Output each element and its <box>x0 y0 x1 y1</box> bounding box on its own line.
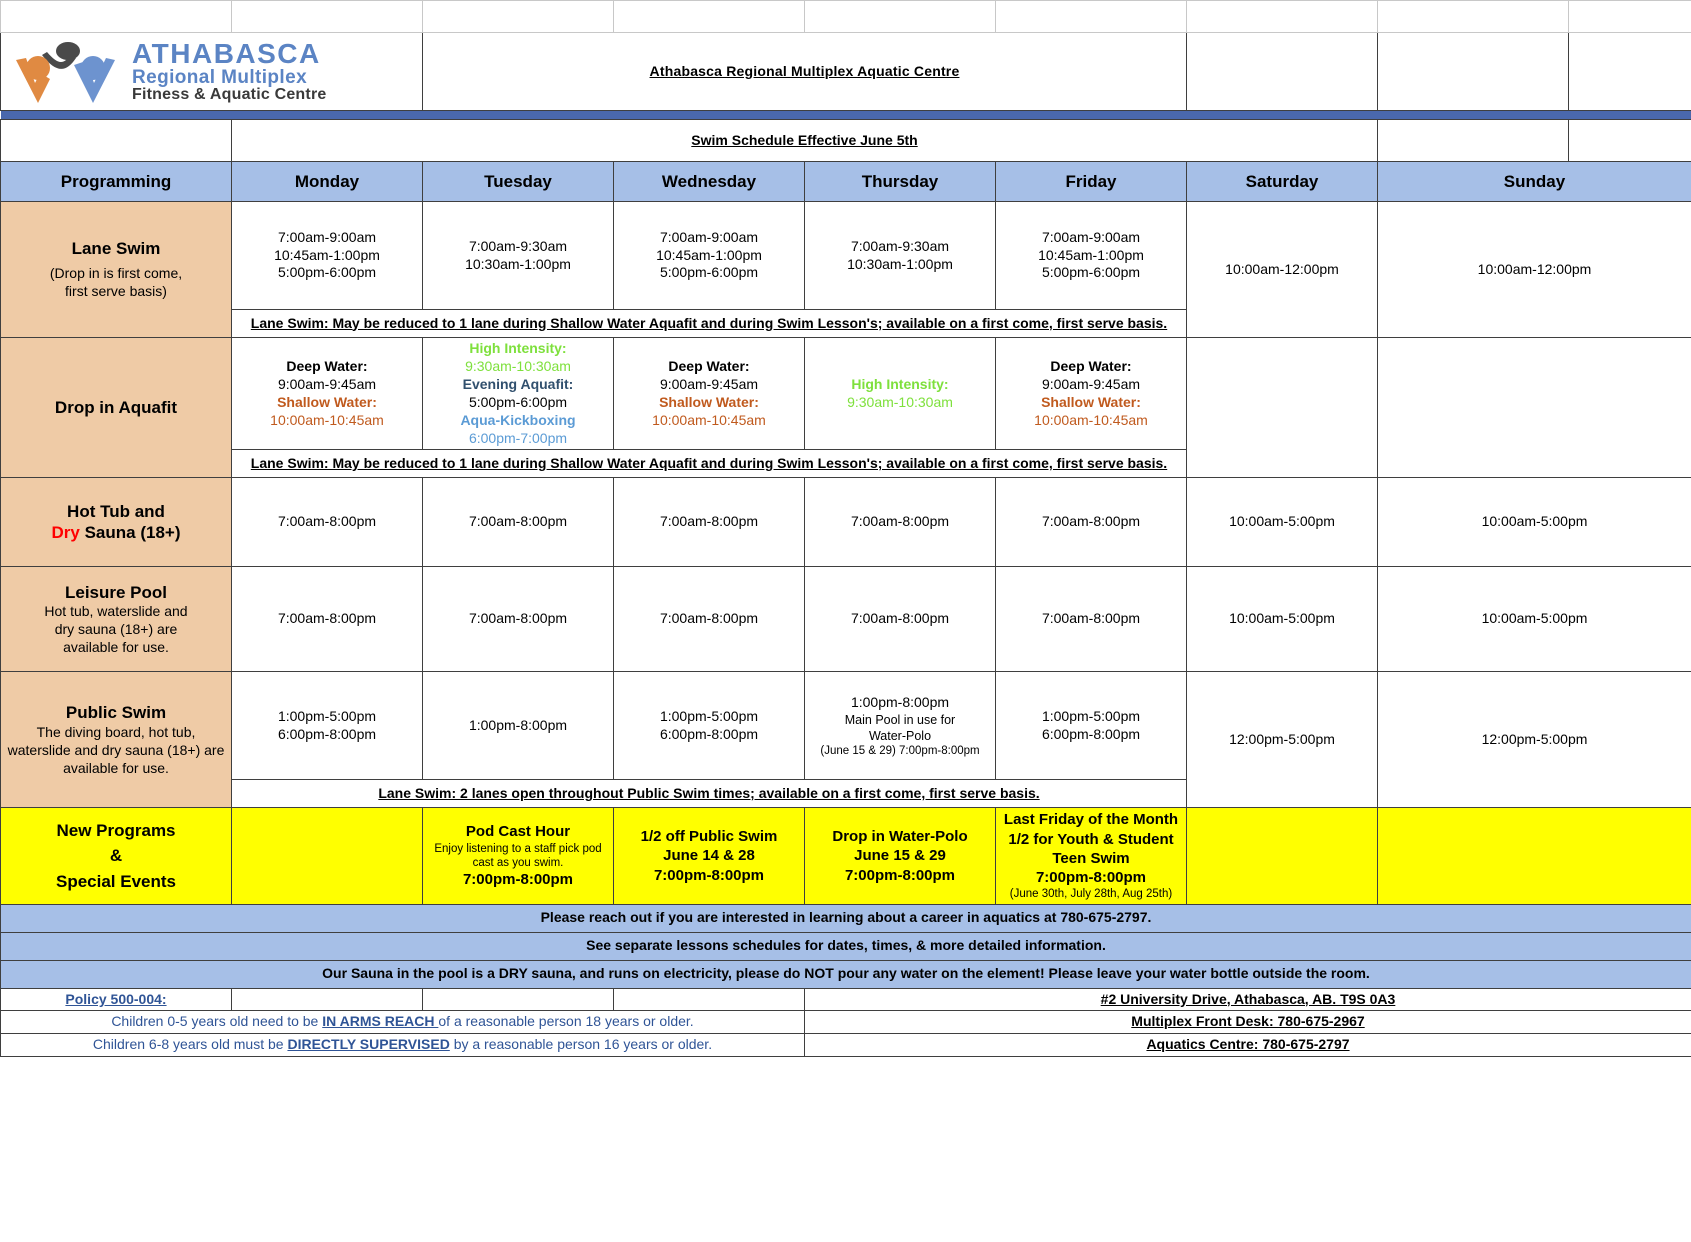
footer-blank <box>232 988 423 1011</box>
time-entry: 10:45am-1:00pm <box>274 246 380 263</box>
logo-line-1: ATHABASCA <box>132 38 321 69</box>
spacer-cell <box>1 1 232 33</box>
logo-line-2: Regional Multiplex <box>132 67 308 88</box>
footer-aquatics <box>805 1034 1691 1057</box>
deep-water-label: Deep Water: <box>668 357 750 374</box>
cell-events-saturday <box>1187 808 1378 904</box>
time-entry: 1:00pm-8:00pm <box>850 693 950 710</box>
blue-bar-cell <box>1 111 1691 120</box>
time-entry: 1:00pm-5:00pm <box>1041 708 1141 725</box>
row-public-swim <box>1 672 1691 780</box>
cell-aquafit-wednesday <box>614 338 805 450</box>
event-line: (June 30th, July 28th, Aug 25th) <box>1009 888 1173 901</box>
leisure-pool-sub1: Hot tub, waterslide and <box>44 603 188 620</box>
high-intensity-label: High Intensity: <box>469 340 567 356</box>
time-entry: 10:00am-12:00pm <box>1477 260 1592 277</box>
event-line: cast as you swim. <box>472 857 564 869</box>
cell-aquafit-sunday <box>1378 338 1691 478</box>
row-label-hot-tub <box>1 478 232 567</box>
cell-hot-tub-thursday: 7:00am-8:00pm <box>805 478 996 567</box>
spacer-row <box>1 1 1691 33</box>
footer-address <box>805 988 1691 1011</box>
row-label-public-swim <box>1 672 232 808</box>
shallow-water-label: Shallow Water: <box>659 393 759 410</box>
cell-aquafit-saturday <box>1187 338 1378 478</box>
policy-line2-part-a: Children 6-8 years old must be <box>92 1036 288 1053</box>
banner-sauna: Our Sauna in the pool is a DRY sauna, and runs on electricity, please do NOT pour any water on the element! Please leave your water bottle outside the room. <box>1 960 1691 988</box>
policy-line1-part-a: Children 0-5 years old need to be <box>111 1013 323 1030</box>
cell-public-monday <box>232 672 423 780</box>
row-lane-swim <box>1 202 1691 310</box>
event-line: 7:00pm-8:00pm <box>1035 869 1147 886</box>
aqua-kickboxing-label: Aqua-Kickboxing <box>460 411 576 428</box>
blank-cell <box>1187 33 1378 111</box>
subtitle-row <box>1 120 1691 162</box>
shallow-water-label: Shallow Water: <box>1041 393 1141 410</box>
time-entry: 1:00pm-8:00pm <box>468 716 568 733</box>
cell-hot-tub-tuesday: 7:00am-8:00pm <box>423 478 614 567</box>
event-line: 7:00pm-8:00pm <box>844 866 956 884</box>
cell-hot-tub-friday: 7:00am-8:00pm <box>996 478 1187 567</box>
aqua-kickboxing-time: 6:00pm-7:00pm <box>468 429 568 446</box>
cell-events-thursday <box>805 808 996 904</box>
cell-public-tuesday <box>423 672 614 780</box>
cell-hot-tub-sunday: 10:00am-5:00pm <box>1378 478 1691 567</box>
time-entry: 10:30am-1:00pm <box>847 255 953 272</box>
high-intensity-label: High Intensity: <box>851 375 949 392</box>
event-line: Last Friday of the Month <box>1003 811 1179 829</box>
high-intensity-time: 9:30am-10:30am <box>465 357 571 374</box>
cell-public-wednesday <box>614 672 805 780</box>
lane-swim-title: Lane Swim <box>71 238 161 258</box>
col-header-tuesday: Tuesday <box>423 162 614 202</box>
time-entry: 10:45am-1:00pm <box>1038 246 1144 263</box>
spacer-cell <box>232 1 423 33</box>
lane-swim-note: Lane Swim: May be reduced to 1 lane during Shallow Water Aquafit and during Swim Lesson's; available on a first come, first serve basis. <box>232 310 1187 338</box>
cell-public-sunday <box>1378 672 1691 808</box>
banner-row-1 <box>1 904 1691 932</box>
logo-line-3: Fitness & Aquatic Centre <box>132 86 327 103</box>
row-special-events <box>1 808 1691 904</box>
public-swim-note: Lane Swim: 2 lanes open throughout Public Swim times; available on a first come, first serve basis. <box>232 780 1187 808</box>
deep-water-time: 9:00am-9:45am <box>277 375 377 392</box>
events-title-line1: New Programs <box>56 820 176 840</box>
public-swim-sub2: waterslide and dry sauna (18+) are <box>7 741 225 758</box>
hot-tub-title-line2 <box>4 522 228 544</box>
row-label-lane-swim <box>1 202 232 338</box>
deep-water-label: Deep Water: <box>286 357 368 374</box>
cell-aquafit-thursday <box>805 338 996 450</box>
blue-divider-bar <box>1 111 1691 120</box>
banner-careers: Please reach out if you are interested in learning about a career in aquatics at 780-675-2797. <box>1 904 1691 932</box>
cell-lane-swim-tuesday <box>423 202 614 310</box>
col-header-friday: Friday <box>996 162 1187 202</box>
blank-cell <box>1 120 232 162</box>
policy-title <box>1 988 232 1011</box>
page-subtitle: Swim Schedule Effective June 5th <box>232 120 1378 162</box>
cell-leisure-thursday: 7:00am-8:00pm <box>805 567 996 672</box>
cell-events-wednesday <box>614 808 805 904</box>
row-label-aquafit <box>1 338 232 478</box>
time-entry: 7:00am-9:30am <box>850 237 950 254</box>
time-entry: 12:00pm-5:00pm <box>1481 730 1588 747</box>
time-entry: 7:00am-9:00am <box>659 228 759 245</box>
evening-aquafit-label: Evening Aquafit: <box>462 375 574 392</box>
time-entry: 6:00pm-8:00pm <box>659 725 759 742</box>
cell-public-thursday <box>805 672 996 780</box>
event-line: Drop in Water-Polo <box>832 828 968 846</box>
time-entry: 6:00pm-8:00pm <box>277 725 377 742</box>
event-line: 1/2 off Public Swim <box>640 828 778 846</box>
hot-tub-title-line1: Hot Tub and <box>67 501 165 521</box>
blank-cell <box>1569 33 1691 111</box>
time-entry: 5:00pm-6:00pm <box>277 264 377 281</box>
cell-lane-swim-wednesday <box>614 202 805 310</box>
spacer-cell <box>1378 1 1569 33</box>
col-header-sunday: Sunday <box>1378 162 1691 202</box>
cell-hot-tub-wednesday: 7:00am-8:00pm <box>614 478 805 567</box>
shallow-water-time: 10:00am-10:45am <box>270 411 384 428</box>
column-header-row <box>1 162 1691 202</box>
page-title: Athabasca Regional Multiplex Aquatic Centre <box>423 33 1187 111</box>
sauna-rest: Sauna (18+) <box>79 523 181 543</box>
public-swim-sub1: The diving board, hot tub, <box>36 723 196 740</box>
blank-cell <box>1378 120 1569 162</box>
policy-line2-emphasis: DIRECTLY SUPERVISED <box>287 1036 450 1053</box>
leisure-pool-sub3: available for use. <box>63 639 169 656</box>
time-entry: 5:00pm-6:00pm <box>659 264 759 281</box>
deep-water-time: 9:00am-9:45am <box>659 375 759 392</box>
cell-aquafit-monday <box>232 338 423 450</box>
event-line: Teen Swim <box>1052 849 1130 867</box>
banner-lessons: See separate lessons schedules for dates, times, & more detailed information. <box>1 932 1691 960</box>
policy-line1-emphasis: IN ARMS REACH <box>322 1013 439 1030</box>
cell-public-saturday <box>1187 672 1378 808</box>
row-leisure-pool <box>1 567 1691 672</box>
spacer-cell <box>614 1 805 33</box>
cell-lane-swim-thursday <box>805 202 996 310</box>
deep-water-label: Deep Water: <box>1050 357 1132 374</box>
banner-row-3 <box>1 960 1691 988</box>
leisure-pool-sub2: dry sauna (18+) are <box>54 621 178 638</box>
cell-leisure-wednesday: 7:00am-8:00pm <box>614 567 805 672</box>
footer-front-desk <box>805 1011 1691 1034</box>
shallow-water-label: Shallow Water: <box>277 393 377 410</box>
cell-leisure-tuesday: 7:00am-8:00pm <box>423 567 614 672</box>
time-entry: 7:00am-9:00am <box>277 228 377 245</box>
public-swim-title: Public Swim <box>65 703 167 723</box>
branding-row <box>1 33 1691 111</box>
col-header-monday: Monday <box>232 162 423 202</box>
time-entry: 1:00pm-5:00pm <box>659 708 759 725</box>
col-header-thursday: Thursday <box>805 162 996 202</box>
cell-hot-tub-saturday: 10:00am-5:00pm <box>1187 478 1378 567</box>
footer-blank <box>614 988 805 1011</box>
row-hot-tub <box>1 478 1691 567</box>
event-line: 1/2 for Youth & Student <box>1008 830 1174 848</box>
event-line: June 15 & 29 <box>854 847 946 865</box>
cell-aquafit-tuesday <box>423 338 614 450</box>
banner-row-2 <box>1 932 1691 960</box>
policy-line-1 <box>1 1011 805 1034</box>
high-intensity-time: 9:30am-10:30am <box>847 393 953 410</box>
aquatics-text: Aquatics Centre: 780-675-2797 <box>1146 1036 1350 1053</box>
cell-leisure-sunday: 10:00am-5:00pm <box>1378 567 1691 672</box>
lane-swim-sub2: first serve basis) <box>65 283 167 300</box>
event-line: June 14 & 28 <box>663 847 755 865</box>
public-thursday-note1: Main Pool in use for <box>844 712 956 727</box>
event-line: 7:00pm-8:00pm <box>653 866 765 884</box>
cell-aquafit-friday <box>996 338 1187 450</box>
cell-leisure-saturday: 10:00am-5:00pm <box>1187 567 1378 672</box>
time-entry: 7:00am-9:00am <box>1041 228 1141 245</box>
event-line: 7:00pm-8:00pm <box>462 871 574 889</box>
spacer-cell <box>1187 1 1378 33</box>
multiplex-people-logo-icon <box>14 39 126 105</box>
dry-keyword: Dry <box>51 523 80 543</box>
footer-row-2 <box>1 1011 1691 1034</box>
time-entry: 6:00pm-8:00pm <box>1041 725 1141 742</box>
cell-lane-swim-saturday <box>1187 202 1378 338</box>
aquafit-title: Drop in Aquafit <box>54 397 178 417</box>
events-title-line2: & <box>109 846 123 866</box>
cell-lane-swim-monday <box>232 202 423 310</box>
blank-cell <box>1378 33 1569 111</box>
evening-aquafit-time: 5:00pm-6:00pm <box>468 393 568 410</box>
cell-events-friday <box>996 808 1187 904</box>
event-line: Pod Cast Hour <box>465 823 571 841</box>
address-text: #2 University Drive, Athabasca, AB. T9S 0A3 <box>1100 990 1396 1007</box>
spacer-cell <box>423 1 614 33</box>
shallow-water-time: 10:00am-10:45am <box>1034 411 1148 428</box>
public-thursday-note3: (June 15 & 29) 7:00pm-8:00pm <box>820 744 980 757</box>
spacer-cell <box>1569 1 1691 33</box>
logo <box>1 33 423 111</box>
time-entry: 5:00pm-6:00pm <box>1041 264 1141 281</box>
row-aquafit <box>1 338 1691 450</box>
spacer-cell <box>996 1 1187 33</box>
policy-line-2 <box>1 1034 805 1057</box>
col-header-saturday: Saturday <box>1187 162 1378 202</box>
cell-events-tuesday <box>423 808 614 904</box>
footer-row-3 <box>1 1034 1691 1057</box>
public-thursday-note2: Water-Polo <box>868 728 932 743</box>
cell-hot-tub-monday: 7:00am-8:00pm <box>232 478 423 567</box>
cell-leisure-monday: 7:00am-8:00pm <box>232 567 423 672</box>
deep-water-time: 9:00am-9:45am <box>1041 375 1141 392</box>
spacer-cell <box>805 1 996 33</box>
footer-blank <box>423 988 614 1011</box>
aquafit-note: Lane Swim: May be reduced to 1 lane during Shallow Water Aquafit and during Swim Lesson's; available on a first come, first serve basis. <box>232 450 1187 478</box>
time-entry: 1:00pm-5:00pm <box>277 708 377 725</box>
cell-public-friday <box>996 672 1187 780</box>
cell-events-sunday <box>1378 808 1691 904</box>
col-header-wednesday: Wednesday <box>614 162 805 202</box>
blank-cell <box>1569 120 1691 162</box>
time-entry: 10:45am-1:00pm <box>656 246 762 263</box>
shallow-water-time: 10:00am-10:45am <box>652 411 766 428</box>
time-entry: 7:00am-9:30am <box>468 237 568 254</box>
events-title-line3: Special Events <box>55 871 176 891</box>
front-desk-text: Multiplex Front Desk: 780-675-2967 <box>1131 1013 1365 1030</box>
cell-lane-swim-friday <box>996 202 1187 310</box>
public-swim-sub3: available for use. <box>63 759 169 776</box>
policy-line1-part-c: of a reasonable person 18 years or older. <box>438 1013 694 1030</box>
col-header-programming: Programming <box>1 162 232 202</box>
event-line: Enjoy listening to a staff pick pod <box>434 842 602 855</box>
cell-leisure-friday: 7:00am-8:00pm <box>996 567 1187 672</box>
lane-swim-sub1: (Drop in is first come, <box>49 265 183 282</box>
time-entry: 12:00pm-5:00pm <box>1229 730 1335 747</box>
time-entry: 10:30am-1:00pm <box>465 255 571 272</box>
policy-line2-part-c: by a reasonable person 16 years or older. <box>449 1036 713 1053</box>
time-entry: 10:00am-12:00pm <box>1225 260 1339 277</box>
policy-title-text[interactable]: Policy 500-004: <box>65 990 167 1007</box>
row-label-leisure-pool <box>1 567 232 672</box>
cell-events-monday <box>232 808 423 904</box>
row-label-special-events <box>1 808 232 904</box>
footer-row-1 <box>1 988 1691 1011</box>
cell-lane-swim-sunday <box>1378 202 1691 338</box>
leisure-pool-title: Leisure Pool <box>64 582 168 602</box>
